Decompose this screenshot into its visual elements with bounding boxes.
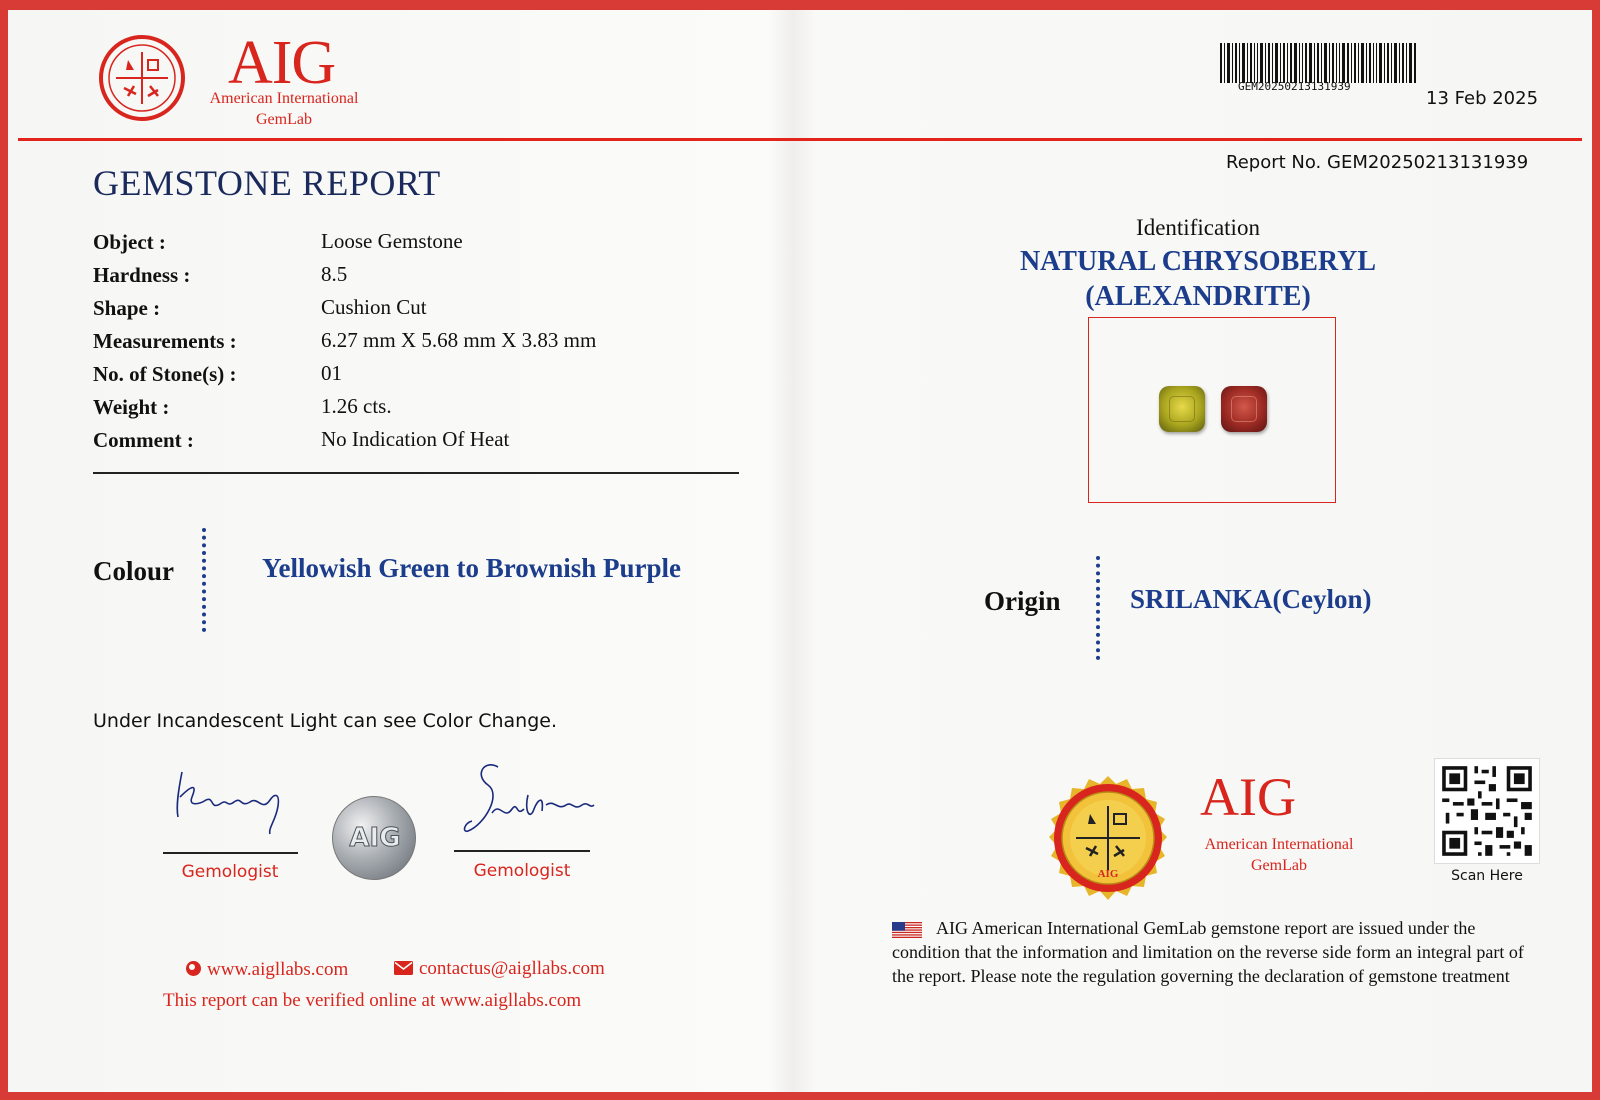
right-signature-icon (458, 755, 598, 845)
property-value-stones: 01 (321, 361, 342, 385)
disclaimer (892, 916, 1542, 988)
logo-subtitle-line2: GemLab (256, 111, 312, 128)
identification-species (998, 244, 1398, 314)
website-text: www.aigllabs.com (207, 959, 349, 980)
report-sheet (8, 10, 1592, 1092)
aig-subtitle-right-line1: American International (1204, 836, 1354, 853)
origin-value: SRILANKA(Ceylon) (1130, 584, 1372, 614)
gemstone-photo (1088, 317, 1336, 503)
left-gemologist-label: Gemologist (181, 862, 279, 882)
left-signature-line (163, 852, 298, 854)
disclaimer-text: AIG American International GemLab gemstone report are issued under the condition that the information and limitation on the reverse side form an integral part of the report. Please note the regulation governing the declaration of gemstone treatment (892, 918, 1524, 986)
us-flag-icon (892, 922, 922, 938)
identification-line2: (ALEXANDRITE) (1085, 281, 1311, 312)
aig-hologram-sticker (332, 796, 416, 880)
page-title: GEMSTONE REPORT (93, 163, 441, 203)
gemstone-incandescent-image (1221, 386, 1267, 432)
property-label-comment: Comment : (93, 428, 194, 452)
qr-caption: Scan Here (1451, 868, 1523, 884)
property-value-hardness: 8.5 (321, 262, 348, 286)
seal-badge-text: AIG (1097, 868, 1119, 880)
aig-gold-seal-icon (1038, 768, 1178, 908)
colour-label: Colour (93, 556, 174, 586)
property-label-measurements: Measurements : (93, 329, 237, 353)
property-label-object: Object : (93, 230, 166, 254)
verify-online-text: This report can be verified online at www.aigllabs.com (163, 990, 582, 1011)
property-label-shape: Shape : (93, 296, 161, 320)
barcode (1220, 43, 1416, 83)
colour-value: Yellowish Green to Brownish Purple (262, 553, 682, 583)
property-value-shape: Cushion Cut (321, 295, 427, 319)
report-date: 13 Feb 2025 (1426, 88, 1539, 109)
aig-logo-emblem-icon (98, 34, 186, 122)
aig-subtitle-right-line2: GemLab (1251, 857, 1307, 874)
property-label-hardness: Hardness : (93, 263, 191, 287)
email-text: contactus@aigllabs.com (419, 958, 605, 979)
colour-dotted-divider (202, 528, 206, 632)
header-divider (18, 138, 1582, 141)
property-value-weight: 1.26 cts. (321, 394, 392, 418)
aig-logo-wordmark: AIG (228, 29, 336, 97)
barcode-number: GEM20250213131939 (1238, 80, 1351, 93)
color-change-note: Under Incandescent Light can see Color Change. (93, 710, 558, 732)
aig-wordmark-right: AIG (1200, 767, 1296, 827)
qr-code[interactable] (1434, 758, 1540, 864)
property-label-stones: No. of Stone(s) : (93, 362, 237, 386)
qr-code-icon (1435, 759, 1539, 863)
aig-subtitle-right (1196, 834, 1362, 876)
property-label-weight: Weight : (93, 395, 170, 419)
identification-label: Identification (1136, 215, 1260, 240)
origin-dotted-divider (1096, 556, 1100, 660)
property-value-comment: No Indication Of Heat (321, 427, 510, 451)
right-signature-line (454, 850, 590, 852)
origin-label: Origin (984, 586, 1061, 616)
properties-divider (93, 472, 739, 474)
logo-subtitle-line1: American International (209, 90, 359, 107)
hologram-text: AIG (349, 823, 401, 853)
left-signature-icon (170, 762, 300, 842)
email-link[interactable] (394, 958, 605, 980)
property-value-measurements: 6.27 mm X 5.68 mm X 3.83 mm (321, 328, 597, 352)
right-gemologist-label: Gemologist (473, 861, 571, 881)
envelope-icon (394, 961, 413, 975)
report-number: Report No. GEM20250213131939 (1226, 152, 1529, 173)
website-link[interactable] (186, 959, 348, 981)
globe-icon (186, 961, 201, 976)
property-value-object: Loose Gemstone (321, 229, 463, 253)
aig-logo-subtitle (202, 88, 366, 130)
identification-line1: NATURAL CHRYSOBERYL (1019, 246, 1377, 277)
gemstone-daylight-image (1159, 386, 1205, 432)
